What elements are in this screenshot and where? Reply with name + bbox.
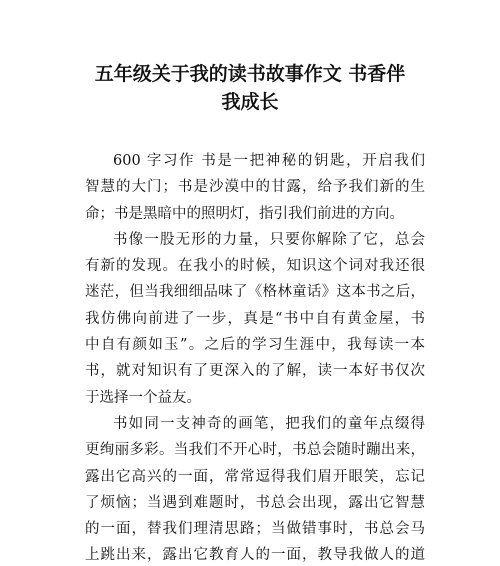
text-line: 迷茫，但当我细细品味了《格林童话》这本书之后， bbox=[85, 284, 425, 301]
text-line: 书，就对知识有了更深入的了解，读一本好书仅次 bbox=[85, 363, 425, 380]
text-line: 中自有颜如玉”。之后的学习生涯中，我每读一本 bbox=[85, 337, 425, 354]
paragraph bbox=[85, 227, 425, 411]
text-line: 命；书是黑暗中的照明灯，指引我们前进的方向。 bbox=[85, 205, 404, 222]
document-body bbox=[85, 148, 425, 566]
text-line: 书如同一支神奇的画笔，把我们的童年点缀得 bbox=[113, 415, 425, 432]
text-line: 于选择一个益友。 bbox=[85, 389, 201, 406]
text-line: 600 字习作 书是一把神秘的钥匙，开启我们 bbox=[113, 153, 425, 169]
text-line: 更绚丽多彩。当我们不开心时，书总会随时蹦出来， bbox=[85, 442, 425, 459]
title-line: 五年级关于我的读书故事作文 书香伴 bbox=[94, 63, 406, 85]
text-line: 露出它高兴的一面，常常逗得我们眉开眼笑，忘记 bbox=[85, 468, 425, 485]
paragraph bbox=[85, 148, 425, 227]
text-line: 了烦恼；当遇到难题时，书总会出现，露出它智慧 bbox=[85, 494, 425, 511]
text-line: 书像一股无形的力量，只要你解除了它，总会 bbox=[113, 231, 425, 248]
text-line: 智慧的大门；书是沙漠中的甘露，给予我们新的生 bbox=[85, 179, 425, 196]
text-line: 有新的发现。在我小的时候，知识这个词对我还很 bbox=[85, 258, 425, 275]
text-line: 的一面，替我们理清思路；当做错事时，书总会马 bbox=[85, 521, 425, 538]
text-line: 上跳出来，露出它教育人的一面，教导我做人的道 bbox=[85, 547, 425, 564]
title-line: 我成长 bbox=[221, 91, 279, 113]
text-line: 我仿佛向前进了一步，真是“书中自有黄金屋，书 bbox=[85, 310, 425, 327]
document-title bbox=[60, 60, 440, 116]
paragraph bbox=[85, 411, 425, 566]
